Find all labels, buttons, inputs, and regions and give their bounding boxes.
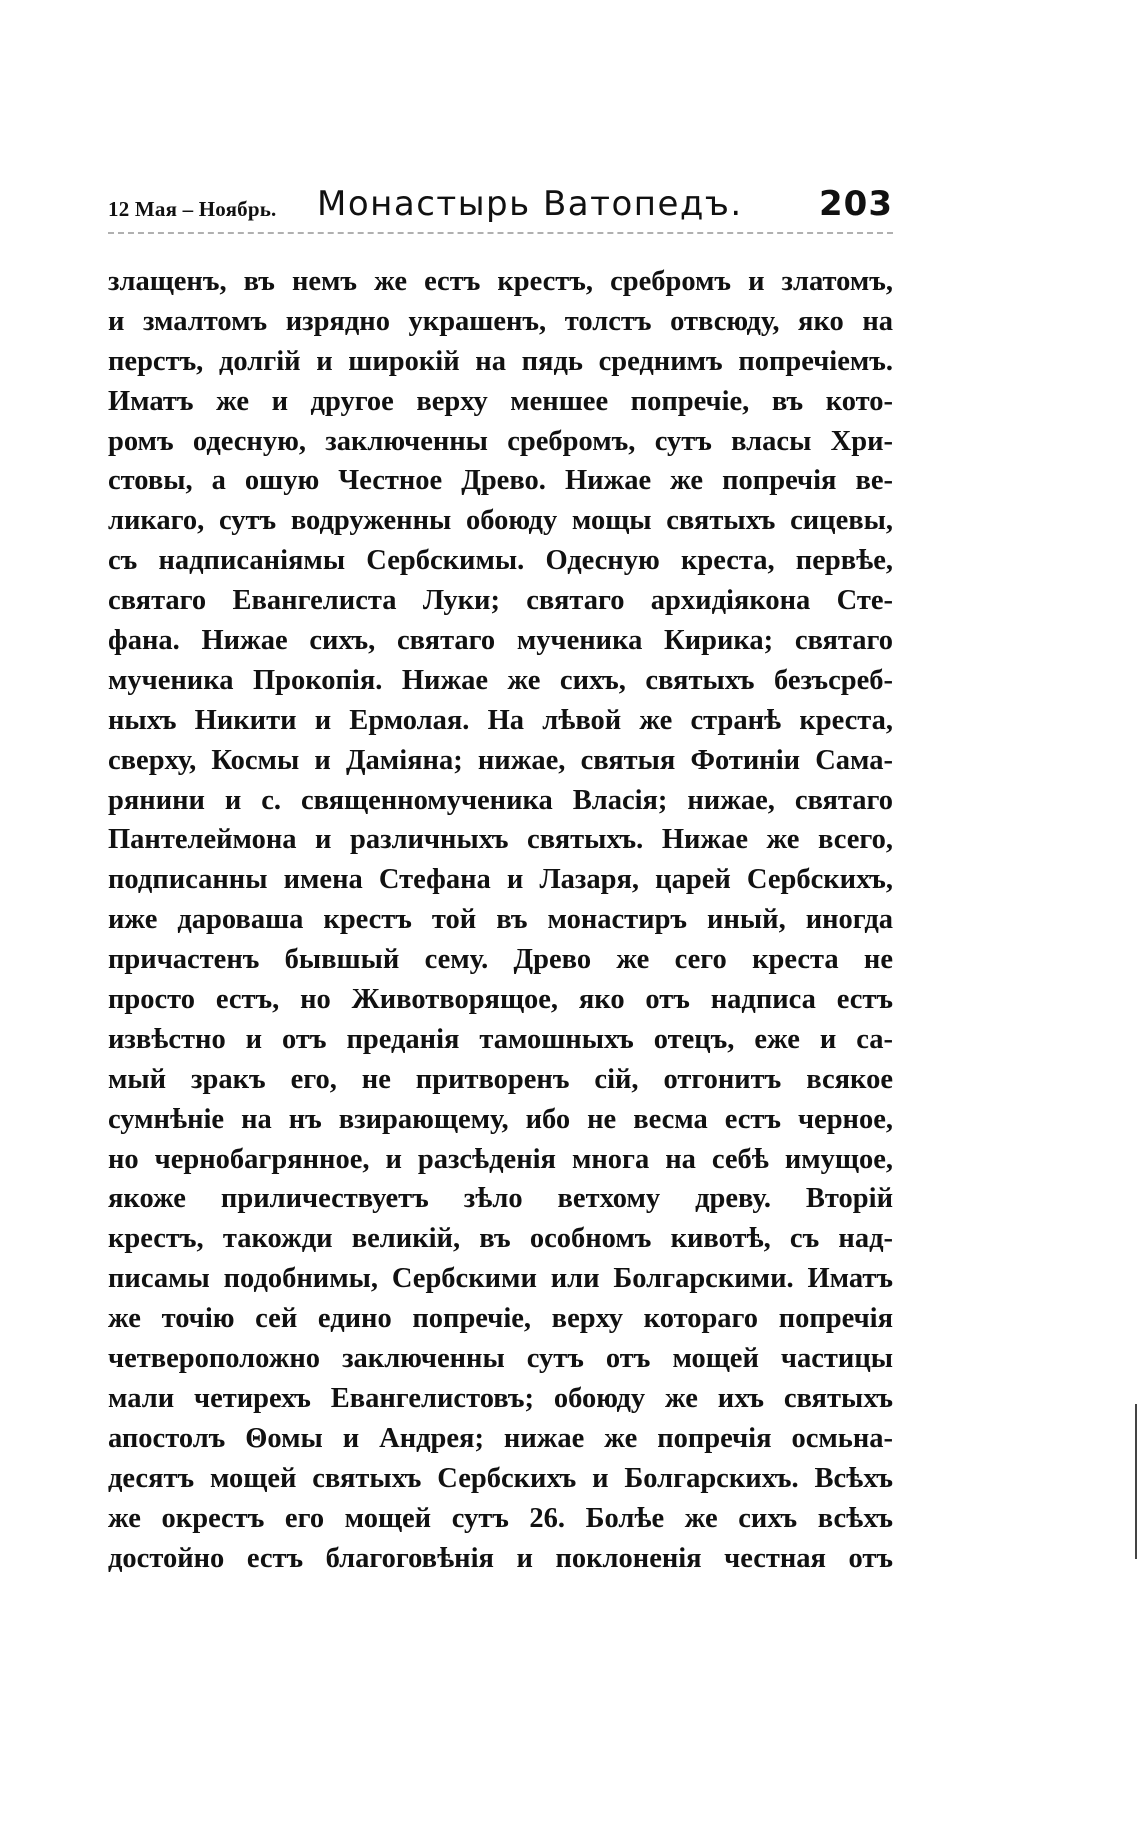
text-line: апостолъ Θомы и Андрея; нижае же попречія осмьна- [108,1422,893,1454]
text-line: перстъ, долгій и широкій на пядь среднимъ попречіемъ. [108,345,893,377]
text-line: Пантелеймона и различныхъ святыхъ. Нижае же всего, [108,824,893,856]
text-line: просто естъ, но Животворящое, яко отъ надписа естъ [108,984,893,1016]
text-line: же окрестъ его мощей сутъ 26. Болѣе же сихъ всѣхъ [108,1502,893,1534]
text-line: мученика Прокопія. Нижае же сихъ, святыхъ безъсреб- [108,664,893,696]
text-line: же точію сей едино попречіе, верху котораго попречія [108,1303,893,1335]
header-title: Монастырь Ватопедъ. [317,184,743,224]
text-line: злащенъ, въ немъ же естъ крестъ, сребромъ и златомъ, [108,266,893,297]
text-line: подписанны имена Стефана и Лазаря, царей Сербскихъ, [108,864,893,896]
text-line: сверху, Космы и Даміяна; нижае, святыя Фотиніи Сама- [108,744,893,776]
header-date-range: 12 Мая – Ноябрь. [108,197,277,221]
text-line: четвероположно заключенны сутъ отъ мощей частицы [108,1343,893,1375]
page-number: 203 [819,184,893,224]
text-line: но чернобагрянное, и разсѣденія многа на себѣ имущое, [108,1143,893,1175]
body-text [108,262,893,1578]
text-line: ликаго, сутъ водруженны обоюду мощы святыхъ сицевы, [108,505,893,537]
text-line: стовы, а ошую Честное Древо. Нижае же попречія ве- [108,465,893,497]
text-line: мали четирехъ Евангелистовъ; обоюду же ихъ святыхъ [108,1382,893,1414]
text-line: десятъ мощей святыхъ Сербскихъ и Болгарскихъ. Всѣхъ [108,1462,893,1494]
text-line: Иматъ же и другое верху меншее попречіе, въ кото- [108,385,893,417]
text-line: сумнѣніе на нъ взирающему, ибо не весма естъ черное, [108,1103,893,1135]
text-line: рянини и с. священномученика Власія; нижае, святаго [108,784,893,816]
text-line: якоже приличествуетъ зѣло ветхому древу. Вторій [108,1183,893,1215]
text-line: мый зракъ его, не притворенъ сій, отгонитъ всякое [108,1063,893,1095]
running-header [108,184,893,230]
text-line: святаго Евангелиста Луки; святаго архидіякона Сте- [108,585,893,617]
text-line: фана. Нижае сихъ, святаго мученика Кирика; святаго [108,625,893,657]
text-line: иже дароваша крестъ той въ монастиръ иный, иногда [108,904,893,936]
text-line: причастенъ бывшый сему. Древо же сего креста не [108,944,893,976]
text-line: ромъ одесную, заключенны сребромъ, сутъ власы Хри- [108,425,893,457]
text-line: и змалтомъ изрядно украшенъ, толстъ отвсюду, яко на [108,305,893,337]
text-line: ныхъ Никити и Ермолая. На лѣвой же странѣ креста, [108,704,893,736]
text-line: писамы подобнимы, Сербскими или Болгарскими. Иматъ [108,1263,893,1295]
scan-edge-mark [1135,1404,1137,1559]
header-rule [108,232,893,234]
text-line: съ надписаніямы Сербскимы. Одесную креста, первѣе, [108,545,893,577]
text-line: крестъ, такожди великій, въ особномъ кивотѣ, съ над- [108,1223,893,1255]
text-line: извѣстно и отъ преданія тамошныхъ отецъ, еже и са- [108,1023,893,1055]
text-line: достойно естъ благоговѣнія и поклоненія честная отъ [108,1542,893,1574]
